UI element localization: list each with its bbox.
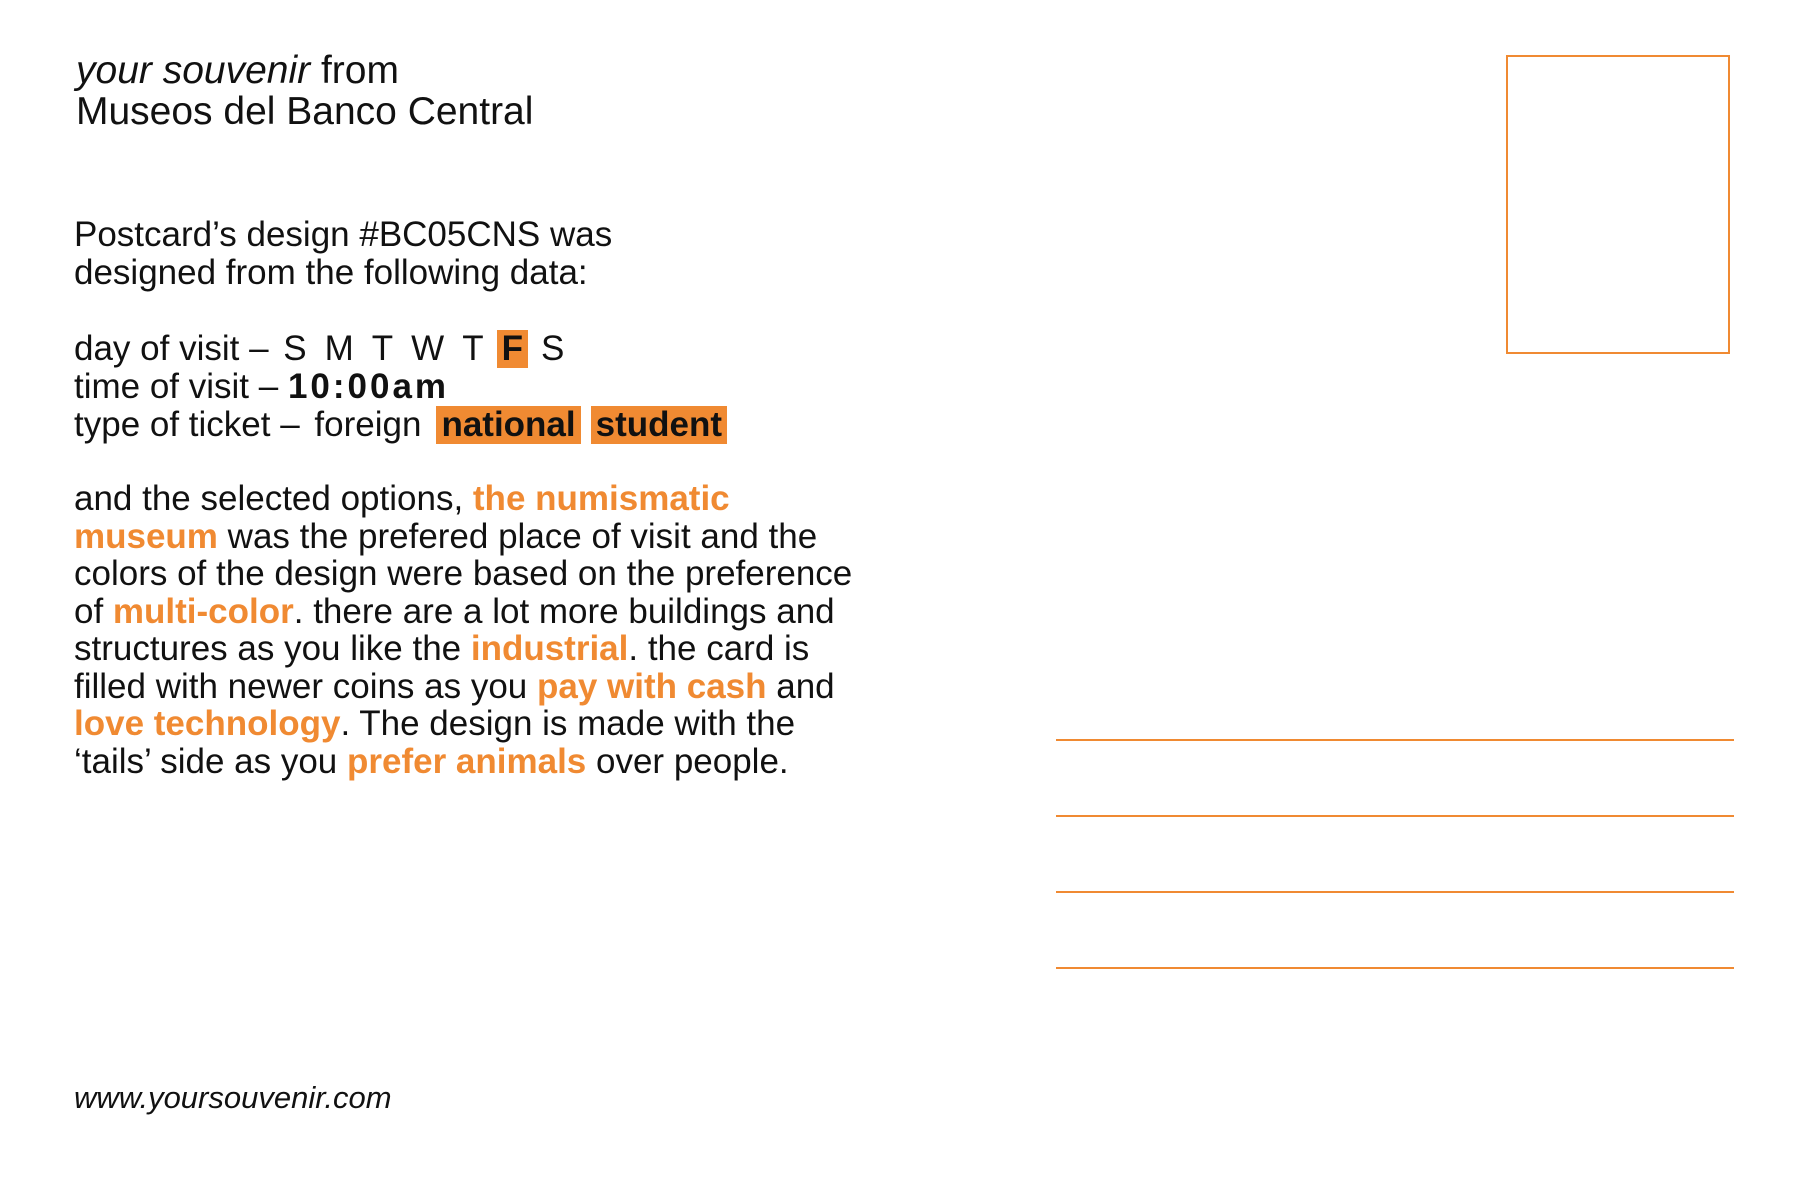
header-line-1 — [76, 50, 533, 91]
selected-options-paragraph — [74, 480, 874, 780]
header-italic: your souvenir — [76, 49, 311, 92]
option-highlight: multi-color — [112, 591, 294, 631]
address-line — [1056, 815, 1734, 817]
souvenir-header — [76, 50, 533, 132]
time-value: 10:00am — [287, 367, 450, 406]
day-option: S — [283, 329, 307, 368]
address-line — [1056, 891, 1734, 893]
para-text: over people. — [586, 741, 789, 781]
day-option: W — [411, 329, 445, 368]
design-intro — [74, 216, 612, 292]
para-text: . there are a lot more buildings and structures as you like the — [74, 591, 835, 668]
option-highlight: pay with cash — [537, 666, 767, 706]
ticket-list — [309, 405, 737, 444]
option-highlight: industrial — [470, 629, 629, 668]
ticket-type-row — [74, 406, 737, 444]
para-text: and — [766, 666, 835, 706]
address-line — [1056, 739, 1734, 741]
day-of-visit-row — [74, 330, 737, 368]
website-url: www.yoursouvenir.com — [74, 1080, 392, 1115]
day-list — [278, 329, 577, 368]
option-highlight: love technology — [74, 704, 341, 743]
para-text: . the card is filled with newer coins as you — [74, 629, 810, 706]
day-option: T — [462, 329, 484, 368]
visit-details — [74, 330, 737, 444]
day-option: S — [541, 329, 565, 368]
stamp-box — [1506, 55, 1730, 354]
header-museum: Museos del Banco Central — [76, 90, 534, 133]
day-option: T — [371, 329, 394, 368]
time-label: time of visit – — [74, 367, 288, 406]
day-option: M — [324, 329, 354, 368]
ticket-option: student — [591, 406, 727, 444]
header-from: from — [310, 49, 399, 92]
option-highlight: the numismatic museum — [74, 479, 730, 556]
intro-line-2: designed from the following data: — [74, 253, 588, 292]
time-of-visit-row — [74, 368, 737, 406]
day-option: F — [497, 330, 528, 368]
para-text: was the prefered place of visit and the colors of the design were based on the preference of — [74, 516, 853, 631]
ticket-option: national — [436, 406, 580, 444]
intro-line-1: Postcard’s design #BC05CNS was — [74, 215, 613, 254]
option-highlight: prefer animals — [347, 741, 587, 781]
ticket-option: foreign — [314, 405, 422, 444]
day-label: day of visit – — [74, 329, 279, 368]
para-text: and the selected options, — [74, 479, 473, 518]
address-line — [1056, 967, 1734, 969]
para-text: . The design is made with the ‘tails’ side as you — [74, 704, 796, 781]
ticket-label: type of ticket – — [74, 405, 310, 444]
